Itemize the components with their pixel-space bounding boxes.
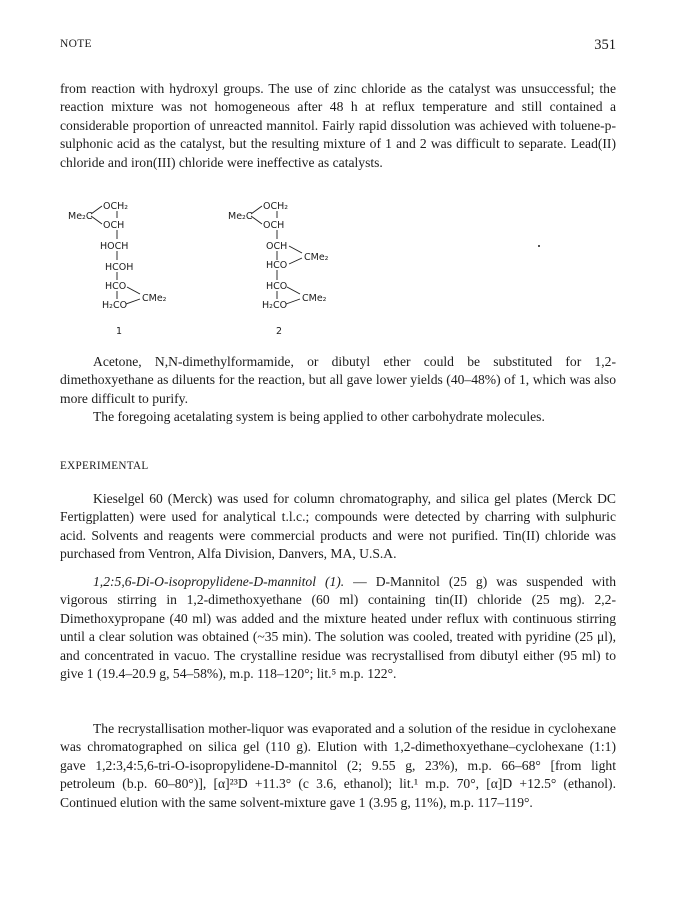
compound-title: 1,2:5,6-Di-O-isopropylidene-D-mannitol (1). bbox=[93, 574, 345, 589]
s2-h2co: H₂CO bbox=[262, 300, 288, 311]
s2-hco-lower: HCO bbox=[266, 281, 288, 292]
s2-hco-upper: HCO bbox=[266, 260, 288, 271]
s1-hcoh: HCOH bbox=[105, 262, 134, 273]
paragraph-catalysts: from reaction with hydroxyl groups. The use of zinc chloride as the catalyst was unsuccessful; the reaction mixture was not homogeneous after 48 h at reflux temperature and still contained a considerable proportion of unreacted mannitol. Fairly rapid dissolution was achieved with toluene-p-sulphonic acid as the catalyst, but the resulting mixture of 1 and 2 was difficult to separate. Lead(II) chloride and iron(III) chloride were ineffective as catalysts. bbox=[60, 81, 616, 170]
stray-mark bbox=[538, 245, 540, 247]
s1-och: OCH bbox=[103, 220, 125, 231]
paragraph-materials: Kieselgel 60 (Merck) was used for column chromatography, and silica gel plates (Merck DC Fertigplatten) were used for analytical t.l.c.; compounds were detected by charring with sulphuric acid. Solvents and reagents were commercial products and were not purified. Tin(II) chloride was purchased from Ventron, Alfa Division, Danvers, MA, U.S.A. bbox=[60, 491, 616, 562]
s2-cme2-upper: CMe₂ bbox=[304, 252, 329, 263]
paragraph-chromatography: The recrystallisation mother-liquor was evaporated and a solution of the residue in cyclohexane was chromatographed on silica gel (110 g). Elution with 1,2-dimethoxyethane–cyclohexane (1:1) gave 1,2:3,4:5,6-tri-O-isopropylidene-D-mannitol (2; 9.55 g, 23%), m.p. 66–68° [from light petroleum (b.p. 60–80°)], [α]²³D +11.3° (c 3.6, ethanol); lit.¹ m.p. 70°, [α]D +12.5° (ethanol). Continued elution with the same solvent-mixture gave 1 (3.95 g, 11%), m.p. 117–119°. bbox=[60, 721, 616, 810]
s2-och2: OCH₂ bbox=[263, 201, 289, 212]
s1-hco: HCO bbox=[105, 281, 127, 292]
structure-1 bbox=[68, 201, 167, 337]
paragraph-procedure bbox=[60, 573, 616, 683]
s2-och: OCH bbox=[266, 241, 288, 252]
s2-cme2-lower: CMe₂ bbox=[302, 293, 327, 304]
s1-h2co: H₂CO bbox=[102, 300, 128, 311]
section-heading-experimental: EXPERIMENTAL bbox=[60, 460, 149, 472]
paragraph-diluents: Acetone, N,N-dimethylformamide, or dibutyl ether could be substituted for 1,2-dimethoxyethane as diluents for the reaction, but all gave lower yields (40–48%) of 1, which was also more difficult to purify. bbox=[60, 354, 616, 406]
s1-me2c: Me₂C bbox=[68, 211, 93, 222]
s1-cme2: CMe₂ bbox=[142, 293, 167, 304]
s1-och2: OCH₂ bbox=[103, 201, 129, 212]
structure-2 bbox=[228, 201, 329, 337]
structure-2-label: 2 bbox=[276, 326, 283, 337]
s1-hoch: HOCH bbox=[100, 241, 129, 252]
running-head-section: NOTE bbox=[60, 38, 92, 50]
page-number: 351 bbox=[594, 37, 616, 53]
paragraph-acetalating: The foregoing acetalating system is being applied to other carbohydrate molecules. bbox=[93, 409, 545, 424]
chemical-structures bbox=[60, 190, 616, 338]
structure-drawing bbox=[60, 190, 616, 338]
procedure-text: — D-Mannitol (25 g) was suspended with vigorous stirring in 1,2-dimethoxyethane (60 ml) containing tin(II) chloride (25 mg). 2,2-Dimethoxypropane (40 ml) was added and the mixture heated under reflux with continuous stirring until a clear solution was obtained (~35 min). The solution was cooled, treated with pyridine (25 μl), and concentrated in vacuo. The crystalline residue was recrystallised from dibutyl either (95 ml) to give 1 (19.4–20.9 g, 54–58%), m.p. 118–120°; lit.⁵ m.p. 122°. bbox=[60, 574, 616, 682]
running-head bbox=[60, 38, 616, 58]
s2-och-top: OCH bbox=[263, 220, 285, 231]
s2-me2c: Me₂C bbox=[228, 211, 253, 222]
structure-1-label: 1 bbox=[116, 326, 123, 337]
